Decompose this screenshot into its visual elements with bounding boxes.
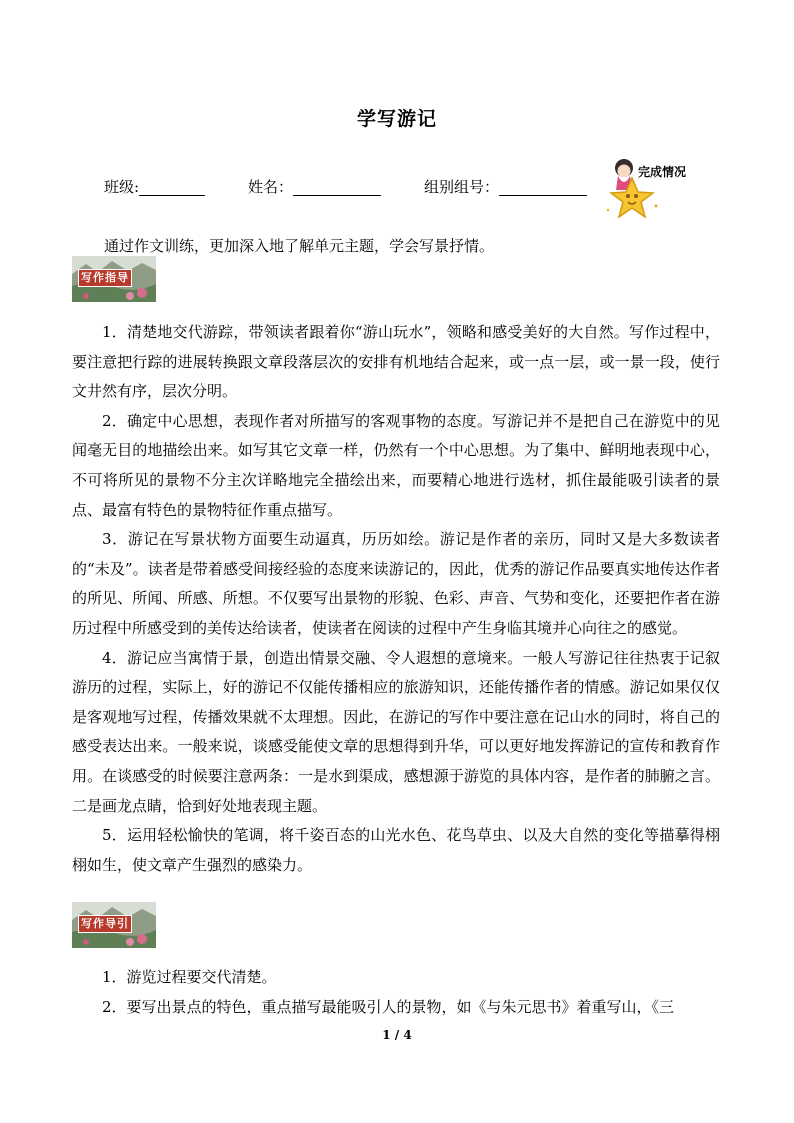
class-label: 班级:: [104, 178, 140, 196]
section-banner-guidance: [72, 256, 156, 302]
page-number: 1 / 4: [382, 1028, 412, 1042]
guidance-paragraph: 1．清楚地交代游踪，带领读者跟着你“游山玩水”，领略和感受美好的大自然。写作过程中，要注意把行踪的进展转换跟文章段落层次的安排有机地结合起来，或一点一层，或一景一段，使行文井然有序，层次分明。: [72, 323, 720, 401]
group-blank[interactable]: [499, 179, 587, 196]
name-label: 姓名：: [248, 178, 294, 196]
name-field: [248, 176, 381, 197]
page-title: 学写游记: [356, 108, 437, 130]
status-badge-label: 完成情况: [638, 165, 687, 179]
guidance-paragraph: 4．游记应当寓情于景，创造出情景交融、令人遐想的意境来。一般人写游记往往热衷于记叙游历的过程，实际上，好的游记不仅能传播相应的旅游知识，还能传播作者的情感。游记如果仅仅是客观地写过程，传播效果就不太理想。因此，在游记的写作中要注意在记山水的同时，将自己的感受表达出来。一般来说，谈感受能使文章的思想得到升华，可以更好地发挥游记的宣传和教育作用。在谈感受的时候要注意两条：一是水到渠成，感想源于游览的具体内容，是作者的肺腑之言。二是画龙点睛，恰到好处地表现主题。: [72, 648, 720, 815]
name-blank[interactable]: [293, 179, 381, 196]
lead-paragraph: 2．要写出景点的特色，重点描写最能吸引人的景物，如《与朱元思书》着重写山，《三: [102, 997, 675, 1016]
group-field: [424, 176, 587, 197]
section-banner-lead: [72, 902, 156, 948]
section-banner-label: 写作导引: [78, 915, 132, 933]
lead-paragraph: 1．游览过程要交代清楚。: [102, 968, 277, 986]
guidance-section: [72, 318, 720, 880]
guidance-paragraph: 5．运用轻松愉快的笔调，将千姿百态的山光水色、花鸟草虫、以及大自然的变化等描摹得栩栩如生，使文章产生强烈的感染力。: [72, 826, 720, 874]
guidance-paragraph: 3．游记在写景状物方面要生动逼真，历历如绘。游记是作者的亲历，同时又是大多数读者的“未及”。读者是带着感受间接经验的态度来读游记的，因此，优秀的游记作品要真实地传达作者的所见、所闻、所感、所想。不仅要写出景物的形貌、色彩、声音、气势和变化，还要把作者在游历过程中所感受到的美传达给读者，使读者在阅读的过程中产生身临其境并心向往之的感觉。: [72, 530, 720, 637]
class-blank[interactable]: [139, 179, 205, 196]
guidance-paragraph: 2．确定中心思想，表现作者对所描写的客观事物的态度。写游记并不是把自己在游览中的见闻毫无目的地描绘出来。如写其它文章一样，仍然有一个中心思想。为了集中、鲜明地表现中心，不可将所见的景物不分主次详略地完全描绘出来，而要精心地进行选材，抓住最能吸引读者的景点、最富有特色的景物特征作重点描写。: [72, 411, 720, 519]
group-label: 组别组号：: [424, 178, 500, 196]
section-banner-label: 写作指导: [78, 269, 132, 287]
intro-text: 通过作文训练，更加深入地了解单元主题，学会写景抒情。: [104, 237, 495, 255]
girl-face-icon: [618, 165, 631, 178]
class-field: [104, 176, 205, 197]
lead-section: [72, 963, 720, 1022]
